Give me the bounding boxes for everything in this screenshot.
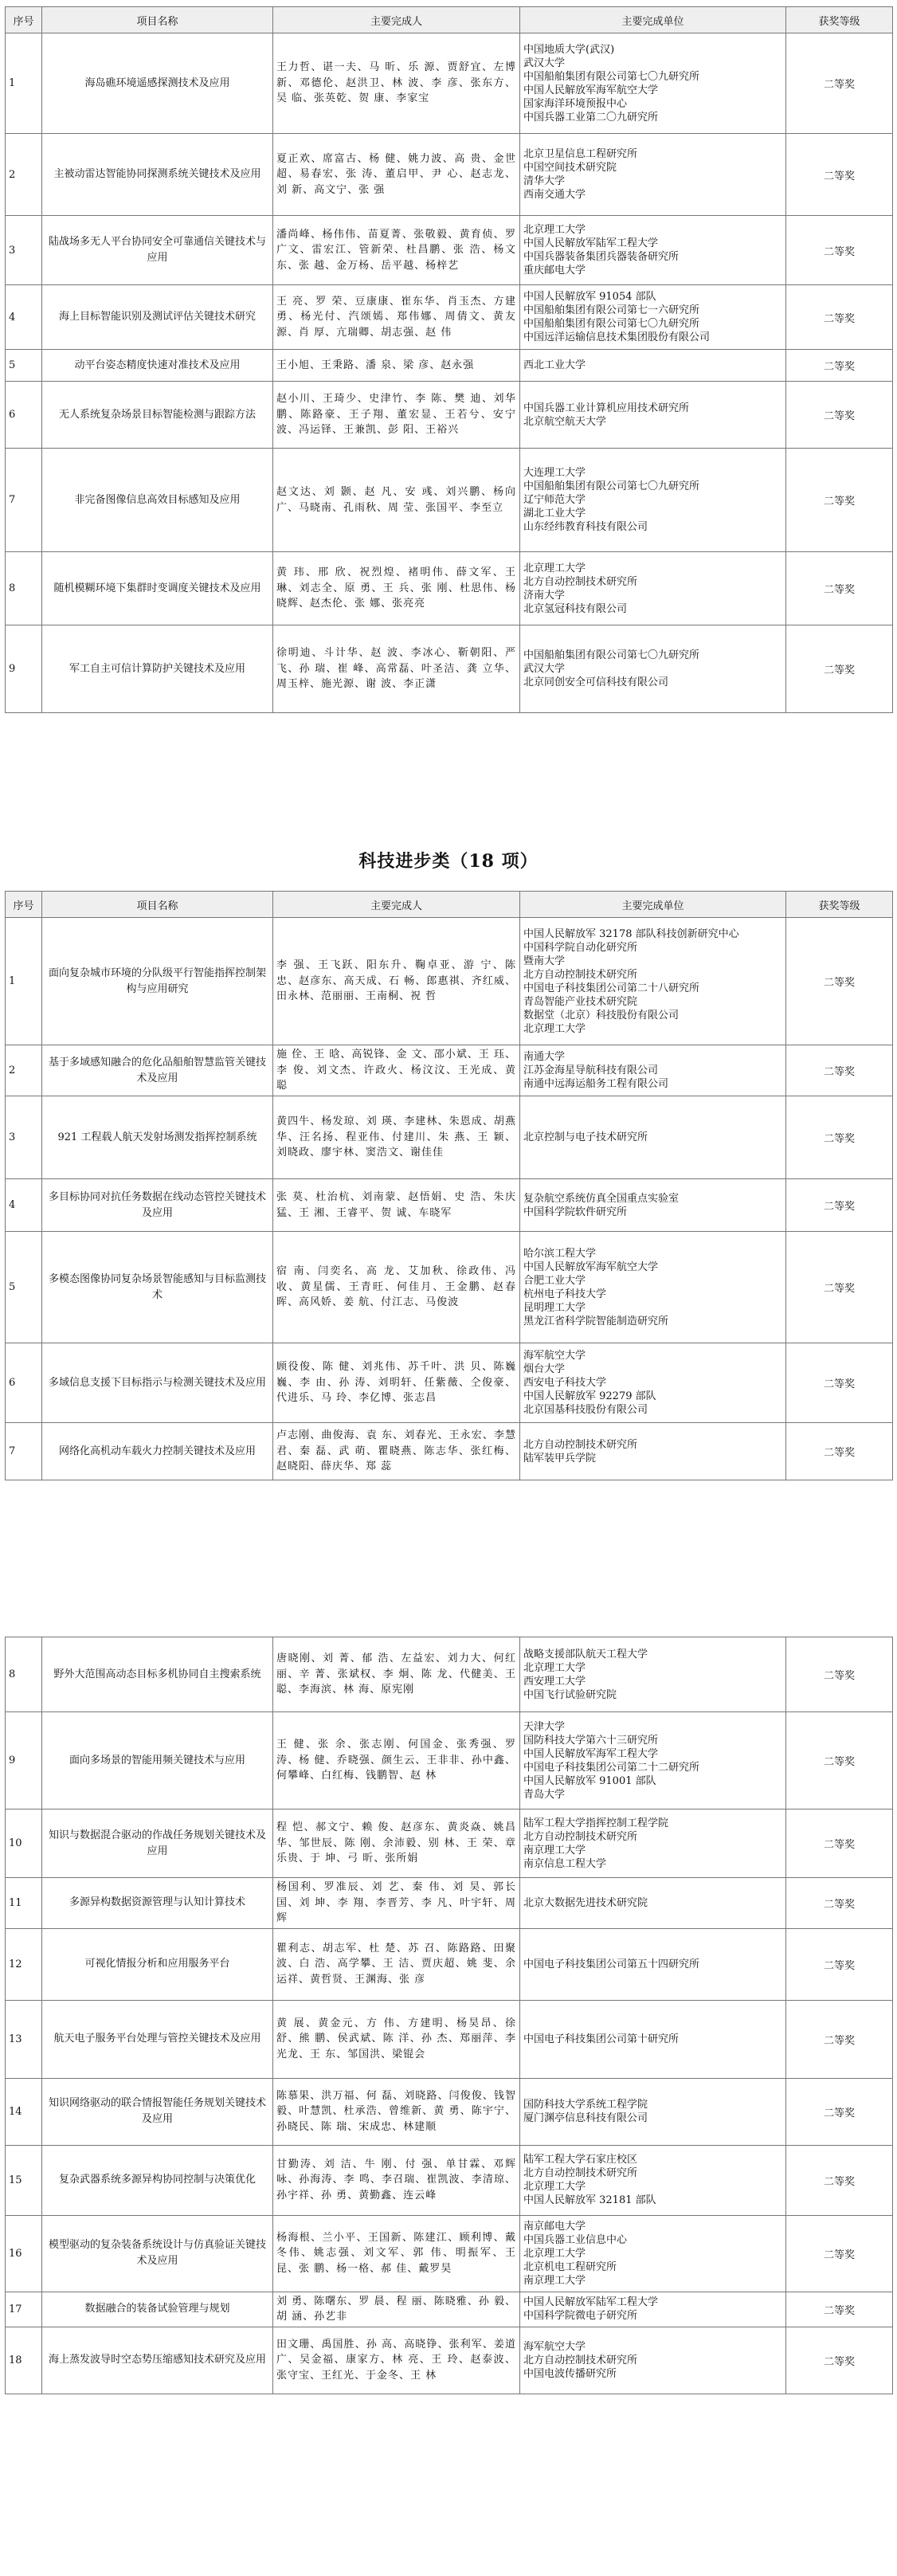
row-number: 4 xyxy=(6,285,42,350)
main-units xyxy=(520,2145,786,2215)
header-award-level: 获奖等级 xyxy=(786,7,893,33)
table-header-row xyxy=(6,892,893,918)
award-level: 二等奖 xyxy=(786,216,893,285)
award-level: 二等奖 xyxy=(786,625,893,713)
main-units xyxy=(520,1045,786,1096)
project-name: 知识与数据混合驱动的作战任务规划关键技术及应用 xyxy=(42,1809,273,1878)
project-name: 主被动雷达智能协同探测系统关键技术及应用 xyxy=(42,134,273,216)
project-name: 基于多域感知融合的危化品船舶智慧监管关键技术及应用 xyxy=(42,1045,273,1096)
unit-name: 厦门渊亭信息科技有限公司 xyxy=(523,2112,648,2124)
unit-name: 天津大学 xyxy=(523,1720,566,1733)
table-row xyxy=(6,285,893,350)
main-contributors: 张 莫、杜治杭、刘南蒙、赵悟娟、史 浩、朱庆猛、王 湘、王睿平、贺 诚、车晓军 xyxy=(273,1179,520,1232)
unit-name: 北京同创安全可信科技有限公司 xyxy=(523,676,669,688)
unit-name: 辽宁师范大学 xyxy=(523,494,586,506)
unit-name: 昆明理工大学 xyxy=(523,1301,586,1314)
award-level: 二等奖 xyxy=(786,449,893,552)
unit-name: 南京理工大学 xyxy=(523,2274,586,2287)
unit-name: 中国人民解放军海军工程大学 xyxy=(523,1747,659,1760)
unit-name: 南通中远海运船务工程有限公司 xyxy=(523,1078,669,1090)
project-name: 多目标协同对抗任务数据在线动态管控关键技术及应用 xyxy=(42,1179,273,1232)
row-number: 8 xyxy=(6,552,42,625)
unit-name: 杭州电子科技大学 xyxy=(523,1288,607,1300)
unit-name: 北京大数据先进技术研究院 xyxy=(523,1896,648,1909)
row-number: 2 xyxy=(6,1045,42,1096)
main-units xyxy=(520,216,786,285)
main-contributors: 卢志刚、曲俊海、袁 东、刘春光、王永宏、李慧君、秦 磊、武 萌、瞿晓燕、陈志华、张红梅、赵晓阳、薛庆华、郑 蕊 xyxy=(273,1423,520,1480)
awards-table-sci-tech-progress-continued xyxy=(5,1637,893,2394)
main-units xyxy=(520,2000,786,2078)
table-row xyxy=(6,1423,893,1480)
main-units xyxy=(520,2327,786,2394)
unit-name: 中国人民解放军 32178 部队科技创新研究中心 xyxy=(523,927,739,940)
project-name: 可视化情报分析和应用服务平台 xyxy=(42,1928,273,2000)
main-units xyxy=(520,1232,786,1343)
project-name: 知识网络驱动的联合情报智能任务规划关键技术及应用 xyxy=(42,2078,273,2145)
unit-name: 西南交通大学 xyxy=(523,189,586,201)
unit-name: 战略支援部队航天工程大学 xyxy=(523,1648,648,1660)
header-main-contributors: 主要完成人 xyxy=(273,892,520,918)
row-number: 4 xyxy=(6,1179,42,1232)
unit-name: 中国远洋运输信息技术集团股份有限公司 xyxy=(523,331,711,343)
main-units xyxy=(520,1179,786,1232)
main-units xyxy=(520,285,786,350)
award-level: 二等奖 xyxy=(786,1878,893,1929)
unit-name: 中国船舶集团有限公司第七〇九研究所 xyxy=(523,318,700,330)
row-number: 1 xyxy=(6,918,42,1045)
main-contributors: 王 亮、罗 荣、豆康康、崔东华、肖玉杰、方建勇、杨光付、汽颂嫣、郑伟娜、周倩文、黄友源、肖 厚、亢瑞卿、胡志强、赵 伟 xyxy=(273,285,520,350)
project-name: 野外大范围高动态目标多机协同自主搜索系统 xyxy=(42,1637,273,1712)
award-level: 二等奖 xyxy=(786,1179,893,1232)
row-number: 12 xyxy=(6,1928,42,2000)
awards-table-sci-tech-progress xyxy=(5,891,893,1480)
award-level: 二等奖 xyxy=(786,1423,893,1480)
unit-name: 中国人民解放军 92279 部队 xyxy=(523,1390,656,1402)
unit-name: 中国兵器工业计算机应用技术研究所 xyxy=(523,402,690,414)
unit-name: 海军航空大学 xyxy=(523,2340,586,2353)
awards-table-technical-invention xyxy=(5,6,893,713)
table-body xyxy=(6,33,893,713)
table-row xyxy=(6,2292,893,2327)
table-row xyxy=(6,2078,893,2145)
unit-name: 北方自动控制技术研究所 xyxy=(523,575,638,588)
unit-name: 中国人民解放军 32181 部队 xyxy=(523,2194,656,2206)
main-contributors: 赵小川、王琦少、史津竹、李 陈、樊 迪、刘华鹏、陈路豪、王子翔、董宏显、王若兮、安宁波、冯运铎、王兼凯、彭 阳、王裕兴 xyxy=(273,382,520,449)
table-row xyxy=(6,2215,893,2292)
unit-name: 中国地质大学(武汉) xyxy=(523,43,615,56)
row-number: 7 xyxy=(6,1423,42,1480)
award-level: 二等奖 xyxy=(786,1637,893,1712)
main-contributors: 杨国利、罗准辰、刘 艺、秦 伟、刘 昊、郭长国、刘 坤、李 翔、李晋芳、李 凡、叶宇轩、周 辉 xyxy=(273,1878,520,1929)
main-contributors: 宿 南、闫奕名、高 龙、艾加秋、徐政伟、冯 收、黄星儒、王青旺、何佳月、王金鹏、赵春晖、高风娇、姜 航、付江志、马俊波 xyxy=(273,1232,520,1343)
unit-name: 暨南大学 xyxy=(523,955,566,967)
unit-name: 北京卫星信息工程研究所 xyxy=(523,148,638,160)
row-number: 6 xyxy=(6,1343,42,1423)
unit-name: 中国兵器装备集团兵器装备研究所 xyxy=(523,251,680,263)
project-name: 921 工程载人航天发射场测发指挥控制系统 xyxy=(42,1096,273,1179)
project-name: 多源异构数据资源管理与认知计算技术 xyxy=(42,1878,273,1929)
unit-name: 武汉大学 xyxy=(523,663,566,675)
award-level: 二等奖 xyxy=(786,1809,893,1878)
row-number: 1 xyxy=(6,33,42,134)
unit-name: 中国船舶集团有限公司第七〇九研究所 xyxy=(523,70,700,83)
unit-name: 北方自动控制技术研究所 xyxy=(523,1830,638,1843)
unit-name: 中国人民解放军陆军工程大学 xyxy=(523,237,659,249)
project-name: 复杂武器系统多源异构协同控制与决策优化 xyxy=(42,2145,273,2215)
main-units xyxy=(520,350,786,382)
unit-name: 中国人民解放军 91001 部队 xyxy=(523,1774,656,1787)
unit-name: 海军航空大学 xyxy=(523,1350,586,1362)
unit-name: 江苏金海星导航科技有限公司 xyxy=(523,1065,659,1076)
main-units xyxy=(520,33,786,134)
row-number: 5 xyxy=(6,1232,42,1343)
main-contributors: 黄四牛、杨发琼、刘 瑛、李建林、朱恩成、胡燕华、汪名扬、程亚伟、付建川、朱 燕、王 颖、刘晓政、廖宇林、窦浩文、谢佳佳 xyxy=(273,1096,520,1179)
unit-name: 中国科学院软件研究所 xyxy=(523,1206,628,1218)
award-level: 二等奖 xyxy=(786,350,893,382)
main-units xyxy=(520,1878,786,1929)
main-units xyxy=(520,134,786,216)
unit-name: 青岛智能产业技术研究院 xyxy=(523,995,638,1008)
main-contributors: 甘勤涛、刘 洁、牛 刚、付 强、单甘霖、邓辉咏、孙海涛、李 鸣、李召瑞、崔凯波、李清琼、孙宇祥、孙 勇、黄勤鑫、连云峰 xyxy=(273,2145,520,2215)
unit-name: 北京氢冠科技有限公司 xyxy=(523,602,628,615)
main-contributors: 田文珊、禹国胜、孙 高、高晓铮、张利军、姜道广、吴金福、康家方、林 亮、王 玲、赵泰波、张守宝、王红光、于金冬、王 林 xyxy=(273,2327,520,2394)
table-row xyxy=(6,625,893,713)
project-name: 军工自主可信计算防护关键技术及应用 xyxy=(42,625,273,713)
unit-name: 中国人民解放军海军航空大学 xyxy=(523,84,659,96)
unit-name: 北方自动控制技术研究所 xyxy=(523,1438,638,1451)
unit-name: 北京理工大学 xyxy=(523,2247,586,2260)
unit-name: 陆军工程大学指挥控制工程学院 xyxy=(523,1817,669,1829)
main-units xyxy=(520,2292,786,2327)
unit-name: 济南大学 xyxy=(523,589,566,602)
unit-name: 清华大学 xyxy=(523,175,566,187)
main-units xyxy=(520,2078,786,2145)
row-number: 18 xyxy=(6,2327,42,2394)
table-row xyxy=(6,1045,893,1096)
award-level: 二等奖 xyxy=(786,1045,893,1096)
table-row xyxy=(6,552,893,625)
header-project-name: 项目名称 xyxy=(42,7,273,33)
table-row xyxy=(6,1712,893,1809)
unit-name: 陆军装甲兵学院 xyxy=(523,1452,597,1464)
project-name: 动平台姿态精度快速对准技术及应用 xyxy=(42,350,273,382)
header-main-units: 主要完成单位 xyxy=(520,892,786,918)
table-row xyxy=(6,2145,893,2215)
award-level: 二等奖 xyxy=(786,382,893,449)
row-number: 3 xyxy=(6,1096,42,1179)
unit-name: 国家海洋环境预报中心 xyxy=(523,97,628,110)
unit-name: 中国船舶集团有限公司第七〇九研究所 xyxy=(523,480,700,492)
table-row xyxy=(6,382,893,449)
unit-name: 中国科学院微电子研究所 xyxy=(523,2310,638,2322)
main-contributors: 徐明迪、斗计华、赵 波、李冰心、靳朝阳、严 飞、孙 瑞、崔 峰、高常磊、叶圣洁、龚 立华、周玉梓、施光源、谢 波、李正潇 xyxy=(273,625,520,713)
table-row xyxy=(6,216,893,285)
award-level: 二等奖 xyxy=(786,1343,893,1423)
main-contributors: 施 佺、王 晗、高锐锋、金 文、邵小斌、王 珏、李 俊、刘文杰、许政火、杨汶汶、王光成、黄 聪 xyxy=(273,1045,520,1096)
award-level: 二等奖 xyxy=(786,2215,893,2292)
unit-name: 北京理工大学 xyxy=(523,2181,586,2193)
header-main-units: 主要完成单位 xyxy=(520,7,786,33)
unit-name: 国防科技大学系统工程学院 xyxy=(523,2099,648,2111)
unit-name: 北京国基科技股份有限公司 xyxy=(523,1404,648,1416)
row-number: 3 xyxy=(6,216,42,285)
main-contributors: 黄 展、黄金元、方 伟、方建明、杨昊昂、徐 舒、熊 鹏、侯武斌、陈 洋、孙 杰、郑丽萍、李光龙、王 东、邹国洪、梁锟会 xyxy=(273,2000,520,2078)
table-row xyxy=(6,134,893,216)
main-units xyxy=(520,1096,786,1179)
unit-name: 西安电子科技大学 xyxy=(523,1377,607,1389)
main-units xyxy=(520,382,786,449)
project-name: 模型驱动的复杂装备系统设计与仿真验证关键技术及应用 xyxy=(42,2215,273,2292)
table-row xyxy=(6,2000,893,2078)
unit-name: 北京机电工程研究所 xyxy=(523,2260,617,2273)
row-number: 15 xyxy=(6,2145,42,2215)
unit-name: 北方自动控制技术研究所 xyxy=(523,968,638,981)
unit-name: 中国人民解放军海军航空大学 xyxy=(523,1261,659,1273)
table-row xyxy=(6,2327,893,2394)
award-level: 二等奖 xyxy=(786,918,893,1045)
main-contributors: 瞿利志、胡志军、杜 楚、苏 召、陈路路、田聚波、白 浩、高学攀、王 洁、贾庆超、姚 斐、余运祥、黄哲贤、王渊海、张 彦 xyxy=(273,1928,520,2000)
unit-name: 中国电波传播研究所 xyxy=(523,2367,617,2380)
main-units xyxy=(520,1809,786,1878)
unit-name: 中国电子科技集团公司第二十二研究所 xyxy=(523,1761,700,1774)
project-name: 海上蒸发波导时空态势压缩感知技术研究及应用 xyxy=(42,2327,273,2394)
unit-name: 大连理工大学 xyxy=(523,467,586,479)
main-contributors: 王 健、张 余、张志刚、何国金、张秀强、罗 涛、杨 健、乔晓强、颜生云、王非非、孙中鑫、何攀峰、白红梅、钱鹏智、赵 林 xyxy=(273,1712,520,1809)
main-contributors: 陈慕果、洪万福、何 磊、刘晓路、闫俊俊、钱智毅、叶慧凯、杜承浩、曾维新、黄 勇、陈宇宁、孙晓民、陈 瑞、宋成忠、林建顺 xyxy=(273,2078,520,2145)
main-contributors: 王力哲、谌一夫、马 昕、乐 源、贾舒宜、左博新、邓德伦、赵洪卫、林 波、李 彦、张东方、吴 临、张英乾、贺 康、李家宝 xyxy=(273,33,520,134)
unit-name: 复杂航空系统仿真全国重点实验室 xyxy=(523,1192,680,1205)
unit-name: 中国人民解放军 91054 部队 xyxy=(523,291,656,303)
unit-name: 中国空间技术研究院 xyxy=(523,162,617,174)
main-units xyxy=(520,918,786,1045)
table-row xyxy=(6,1179,893,1232)
unit-name: 国防科技大学第六十三研究所 xyxy=(523,1734,659,1747)
unit-name: 青岛大学 xyxy=(523,1788,566,1801)
award-level: 二等奖 xyxy=(786,2000,893,2078)
project-name: 航天电子服务平台处理与管控关键技术及应用 xyxy=(42,2000,273,2078)
project-name: 多模态图像协同复杂场景智能感知与目标监测技术 xyxy=(42,1232,273,1343)
project-name: 网络化高机动车载火力控制关键技术及应用 xyxy=(42,1423,273,1480)
unit-name: 数据堂（北京）科技股份有限公司 xyxy=(523,1009,680,1021)
unit-name: 哈尔滨工程大学 xyxy=(523,1247,597,1260)
table-row xyxy=(6,1928,893,2000)
main-contributors: 李 强、王飞跃、阳东升、鞠卓亚、游 宁、陈 忠、赵彦东、高天成、石 畅、郎惠祺、齐红威、田永林、范丽丽、王南桐、祝 哲 xyxy=(273,918,520,1045)
main-contributors: 顾役俊、陈 健、刘兆伟、苏千叶、洪 贝、陈巍巍、李 由、孙 涛、刘明轩、任紫薇、仝俊豪、代进乐、马 玲、李亿博、张志昌 xyxy=(273,1343,520,1423)
header-project-name: 项目名称 xyxy=(42,892,273,918)
unit-name: 南京邮电大学 xyxy=(523,2220,586,2233)
main-contributors: 王小旭、王秉路、潘 泉、梁 彦、赵永强 xyxy=(273,350,520,382)
table-row xyxy=(6,1096,893,1179)
award-level: 二等奖 xyxy=(786,2292,893,2327)
unit-name: 中国人民解放军陆军工程大学 xyxy=(523,2296,659,2308)
award-level: 二等奖 xyxy=(786,2145,893,2215)
table-row xyxy=(6,1809,893,1878)
row-number: 6 xyxy=(6,382,42,449)
table-body xyxy=(6,918,893,1480)
table-row xyxy=(6,1343,893,1423)
unit-name: 中国电子科技集团公司第五十四研究所 xyxy=(523,1958,700,1970)
main-units xyxy=(520,1423,786,1480)
award-level: 二等奖 xyxy=(786,1232,893,1343)
project-name: 数据融合的装备试验管理与规划 xyxy=(42,2292,273,2327)
unit-name: 北京理工大学 xyxy=(523,1661,586,1674)
unit-name: 北京航空航天大学 xyxy=(523,415,607,428)
unit-name: 西安理工大学 xyxy=(523,1675,586,1688)
header-no: 序号 xyxy=(6,7,42,33)
project-name: 非完备图像信息高效目标感知及应用 xyxy=(42,449,273,552)
award-level: 二等奖 xyxy=(786,33,893,134)
project-name: 无人系统复杂场景目标智能检测与跟踪方法 xyxy=(42,382,273,449)
unit-name: 重庆邮电大学 xyxy=(523,265,586,276)
unit-name: 南京理工大学 xyxy=(523,1844,586,1857)
unit-name: 北方自动控制技术研究所 xyxy=(523,2354,638,2366)
unit-name: 中国电子科技集团公司第十研究所 xyxy=(523,2033,680,2045)
main-units xyxy=(520,625,786,713)
main-contributors: 唐晓刚、刘 菁、郁 浩、左益宏、刘力大、何红丽、辛 菁、张斌权、李 炯、陈 龙、代健美、王 聪、李海滨、林 海、原宪刚 xyxy=(273,1637,520,1712)
main-units xyxy=(520,1343,786,1423)
table-header-row xyxy=(6,7,893,33)
main-contributors: 夏正欢、席富古、杨 健、姚力波、高 贵、金世超、易春宏、张 涛、董启甲、尹 心、赵志龙、刘 新、高文宁、张 强 xyxy=(273,134,520,216)
main-units xyxy=(520,449,786,552)
main-contributors: 杨海根、兰小平、王国新、陈建江、顾利博、戴冬伟、姚志强、刘文军、郭 伟、明振军、王 昆、张 鹏、杨一格、郝 佳、戴罗昊 xyxy=(273,2215,520,2292)
unit-name: 中国飞行试验研究院 xyxy=(523,1688,617,1701)
row-number: 9 xyxy=(6,1712,42,1809)
row-number: 11 xyxy=(6,1878,42,1929)
section-title-sci-tech-progress: 科技进步类（18 项） xyxy=(358,851,539,872)
row-number: 8 xyxy=(6,1637,42,1712)
header-award-level: 获奖等级 xyxy=(786,892,893,918)
project-name: 陆战场多无人平台协同安全可靠通信关键技术与应用 xyxy=(42,216,273,285)
award-level: 二等奖 xyxy=(786,1712,893,1809)
project-name: 随机模糊环境下集群时变调度关键技术及应用 xyxy=(42,552,273,625)
project-name: 海岛礁环境遥感探测技术及应用 xyxy=(42,33,273,134)
unit-name: 黑龙江省科学院智能制造研究所 xyxy=(523,1315,669,1327)
award-level: 二等奖 xyxy=(786,1096,893,1179)
row-number: 10 xyxy=(6,1809,42,1878)
row-number: 13 xyxy=(6,2000,42,2078)
unit-name: 烟台大学 xyxy=(523,1363,566,1375)
main-units xyxy=(520,1712,786,1809)
table-row xyxy=(6,350,893,382)
main-contributors: 刘 勇、陈曙东、罗 晨、程 丽、陈晓雅、孙 毅、胡 涵、孙艺非 xyxy=(273,2292,520,2327)
award-level: 二等奖 xyxy=(786,1928,893,2000)
main-units xyxy=(520,1928,786,2000)
main-contributors: 潘尚峰、杨伟伟、苗夏菁、张敬毅、黄育侦、罗广文、雷宏江、管新荣、杜昌鹏、张 浩、杨文东、张 越、金万杨、岳平越、杨梓艺 xyxy=(273,216,520,285)
row-number: 17 xyxy=(6,2292,42,2327)
main-contributors: 黄 玮、邢 欣、祝烈煌、褚明伟、薛文军、王 琳、刘志全、原 勇、王 兵、张 刚、杜思伟、杨晓辉、赵杰伦、张 娜、张亮亮 xyxy=(273,552,520,625)
table-row xyxy=(6,1232,893,1343)
table-body xyxy=(6,1637,893,2394)
unit-name: 湖北工业大学 xyxy=(523,508,586,520)
unit-name: 北方自动控制技术研究所 xyxy=(523,2167,638,2179)
unit-name: 南通大学 xyxy=(523,1051,566,1063)
unit-name: 中国科学院自动化研究所 xyxy=(523,941,638,954)
unit-name: 北京理工大学 xyxy=(523,562,586,574)
main-contributors: 赵文达、刘 颢、赵 凡、安 彧、刘兴鹏、杨向广、马晓南、孔雨秋、周 莹、张国平、李至立 xyxy=(273,449,520,552)
project-name: 海上目标智能识别及测试评估关键技术研究 xyxy=(42,285,273,350)
unit-name: 西北工业大学 xyxy=(523,359,586,371)
project-name: 面向多场景的智能用频关键技术与应用 xyxy=(42,1712,273,1809)
table-row xyxy=(6,1878,893,1929)
row-number: 14 xyxy=(6,2078,42,2145)
row-number: 9 xyxy=(6,625,42,713)
award-level: 二等奖 xyxy=(786,2078,893,2145)
main-contributors: 程 恺、郝文宁、赖 俊、赵彦东、黄炎焱、姚昌华、邹世辰、陈 刚、余沛毅、别 林、王 荣、章乐贵、于 坤、弓 昕、张所娟 xyxy=(273,1809,520,1878)
award-level: 二等奖 xyxy=(786,552,893,625)
unit-name: 北京理工大学 xyxy=(523,1022,586,1035)
unit-name: 中国兵器工业第二〇九研究所 xyxy=(523,111,659,124)
project-name: 多域信息支援下目标指示与检测关键技术及应用 xyxy=(42,1343,273,1423)
project-name: 面向复杂城市环境的分队级平行智能指挥控制架构与应用研究 xyxy=(42,918,273,1045)
header-main-contributors: 主要完成人 xyxy=(273,7,520,33)
row-number: 5 xyxy=(6,350,42,382)
unit-name: 北京控制与电子技术研究所 xyxy=(523,1131,648,1143)
table-row xyxy=(6,1637,893,1712)
main-units xyxy=(520,1637,786,1712)
award-level: 二等奖 xyxy=(786,285,893,350)
unit-name: 北京理工大学 xyxy=(523,224,586,236)
main-units xyxy=(520,552,786,625)
unit-name: 南京信息工程大学 xyxy=(523,1857,607,1870)
award-level: 二等奖 xyxy=(786,134,893,216)
row-number: 7 xyxy=(6,449,42,552)
unit-name: 中国兵器工业信息中心 xyxy=(523,2233,628,2246)
row-number: 2 xyxy=(6,134,42,216)
table-row xyxy=(6,918,893,1045)
unit-name: 中国电子科技集团公司第二十八研究所 xyxy=(523,982,700,994)
unit-name: 陆军工程大学石家庄校区 xyxy=(523,2154,638,2166)
table-row xyxy=(6,33,893,134)
table-row xyxy=(6,449,893,552)
unit-name: 武汉大学 xyxy=(523,57,566,69)
row-number: 16 xyxy=(6,2215,42,2292)
header-no: 序号 xyxy=(6,892,42,918)
award-level: 二等奖 xyxy=(786,2327,893,2394)
unit-name: 中国船舶集团有限公司第七一六研究所 xyxy=(523,304,700,316)
unit-name: 中国船舶集团有限公司第七〇九研究所 xyxy=(523,649,700,661)
main-units xyxy=(520,2215,786,2292)
unit-name: 山东经纬教育科技有限公司 xyxy=(523,521,648,533)
unit-name: 合肥工业大学 xyxy=(523,1274,586,1287)
